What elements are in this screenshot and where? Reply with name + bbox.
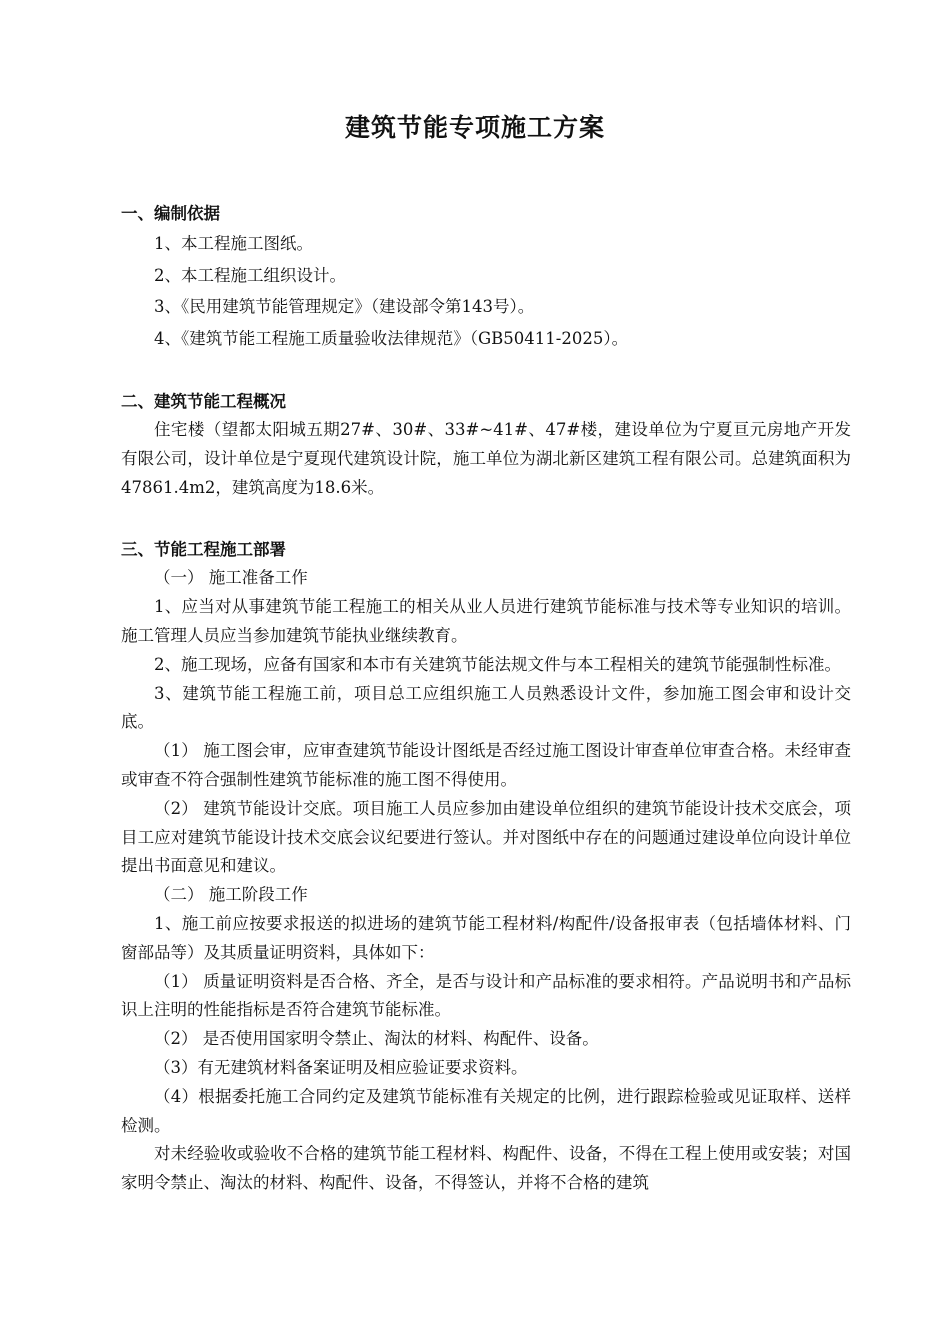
section-heading-basis: 一、编制依据 — [121, 204, 220, 223]
deployment-paragraph: （2） 是否使用国家明令禁止、淘汰的材料、构配件、设备。 — [154, 1029, 599, 1049]
section-deployment — [121, 536, 851, 1198]
document-body — [121, 200, 851, 1198]
deployment-paragraph: （2） 建筑节能设计交底。项目施工人员应参加由建设单位组织的建筑节能设计技术交底会，项目工应对建筑节能设计技术交底会议纪要进行签认。并对图纸中存在的问题通过建设单位向设计单位提出书面意见和建议。 — [121, 798, 851, 876]
overview-paragraph: 住宅楼（望都太阳城五期27#、30#、33#~41#、47#楼，建设单位为宁夏亘元房地产开发有限公司，设计单位是宁夏现代建筑设计院，施工单位为湖北新区建筑工程有限公司。总建筑面积为47861.4m2，建筑高度为18.6米。 — [121, 420, 851, 497]
section-gap — [121, 502, 851, 536]
section-gap — [121, 354, 851, 388]
deployment-paragraph: 2、施工现场，应备有国家和本市有关建筑节能法规文件与本工程相关的建筑节能强制性标准。 — [154, 654, 841, 674]
basis-item: 1、本工程施工图纸。 — [154, 234, 313, 253]
section-overview — [121, 388, 851, 502]
basis-item: 3、《民用建筑节能管理规定》（建设部令第143号）。 — [154, 297, 535, 316]
basis-item: 2、本工程施工组织设计。 — [154, 265, 346, 285]
deployment-paragraph: 对未经验收或验收不合格的建筑节能工程材料、构配件、设备，不得在工程上使用或安装；对国家明令禁止、淘汰的材料、构配件、设备，不得签认，并将不合格的建筑 — [121, 1144, 851, 1193]
section-basis — [121, 200, 851, 354]
deployment-paragraph: （4）根据委托施工合同约定及建筑节能标准有关规定的比例，进行跟踪检验或见证取样、送样检测。 — [121, 1086, 851, 1135]
section-heading-deployment: 三、节能工程施工部署 — [121, 540, 286, 560]
deployment-paragraph: 1、施工前应按要求报送的拟进场的建筑节能工程材料/构配件/设备报审表（包括墙体材料、门窗部品等）及其质量证明资料，具体如下： — [121, 913, 851, 962]
subheading-construction-stage: （二） 施工阶段工作 — [154, 885, 308, 905]
deployment-paragraph: （1） 质量证明资料是否合格、齐全，是否与设计和产品标准的要求相符。产品说明书和产品标识上注明的性能指标是否符合建筑节能标准。 — [121, 971, 851, 1020]
basis-item: 4、《建筑节能工程施工质量验收法律规范》（GB50411-2025）。 — [154, 328, 629, 348]
subheading-preparation: （一） 施工准备工作 — [154, 568, 308, 588]
document-title: 建筑节能专项施工方案 — [344, 113, 605, 142]
deployment-paragraph: （1） 施工图会审，应审查建筑节能设计图纸是否经过施工图设计审查单位审查合格。未经审查或审查不符合强制性建筑节能标准的施工图不得使用。 — [121, 741, 851, 789]
deployment-paragraph: 3、建筑节能工程施工前，项目总工应组织施工人员熟悉设计文件，参加施工图会审和设计交底。 — [121, 683, 851, 732]
section-heading-overview: 二、建筑节能工程概况 — [121, 392, 286, 411]
deployment-paragraph: 1、应当对从事建筑节能工程施工的相关从业人员进行建筑节能标准与技术等专业知识的培训。施工管理人员应当参加建筑节能执业继续教育。 — [121, 597, 851, 645]
deployment-paragraph: （3）有无建筑材料备案证明及相应验证要求资料。 — [154, 1057, 528, 1077]
